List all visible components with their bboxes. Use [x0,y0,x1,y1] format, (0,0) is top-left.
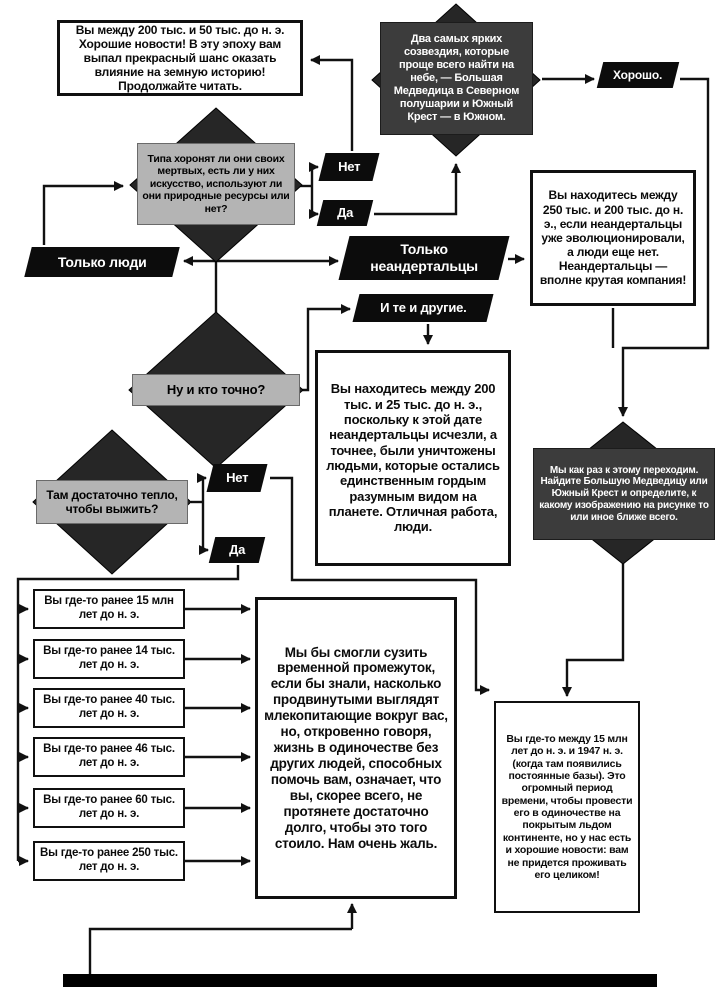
both-label: И те и другие. [353,294,494,322]
yes-label-1: Да [317,200,373,226]
era-option-box-46k: Вы где-то ранее 46 тыс. лет до н. э. [33,737,185,777]
warm-question-label: Там достаточно тепло, чтобы выжить? [36,480,188,524]
only-humans-label: Только люди [24,247,179,277]
ok-label: Хорошо. [597,62,679,88]
constellation-info-box: Два самых ярких созвездия, которые проще всего найти на небе, — Большая Медведица в Северном полушарии и Южный Крест — в Южном. [380,22,533,135]
era-250-200-box: Вы находитесь между 250 тыс. и 200 тыс. до н. э., если неандертальцы уже эволюционировали, а люди еще нет. Неандертальцы — вполне крутая компания! [530,170,696,306]
era-200-25-box: Вы находитесь между 200 тыс. и 25 тыс. до н. э., поскольку к этой дате неандертальцы исчезли, а точнее, были уничтожены людьми, которые остались единственным гордым разумным видом на планете. Отличная работа, люди. [315,350,511,566]
find-constellation-box: Мы как раз к этому переходим. Найдите Большую Медведицу или Южный Крест и определите, к какому изображению на рисунке то или иное ближе всего. [533,448,715,540]
era-option-box-250k: Вы где-то ранее 250 тыс. лет до н. э. [33,841,185,881]
who-exactly-label: Ну и кто точно? [132,374,300,406]
no-label-2: Нет [207,464,268,492]
burial-question-label: Типа хоронят ли они своих мертвых, есть ли у них искусство, используют ли они природные ресурсы или нет? [137,143,295,225]
era-200-50-box: Вы между 200 тыс. и 50 тыс. до н. э. Хорошие новости! В эту эпоху вам выпал прекрасный шанс оказать влияние на земную историю! Продолжайте читать. [57,20,303,96]
antarctica-box: Вы где-то между 15 млн лет до н. э. и 1947 н. э. (когда там появились постоянные базы). Это огромный период времени, чтобы провести его в одиночестве на покрытым льдом континенте, но у нас есть и хорошие новости: вам не придется проживать его целиком! [494,701,640,913]
narrow-window-box: Мы бы смогли сузить временной промежуток, если бы знали, насколько продвинутыми выглядят млекопитающие вокруг вас, но, откровенно говоря, жизнь в одиночестве без других людей, способных помочь вам, означает, что вы, скорее всего, не протянете достаточно долго, чтобы это того стоило. Нам очень жаль. [255,597,457,899]
era-option-box-60k: Вы где-то ранее 60 тыс. лет до н. э. [33,788,185,828]
only-neanderthals-label: Только неандертальцы [339,236,510,280]
era-option-box-40k: Вы где-то ранее 40 тыс. лет до н. э. [33,688,185,728]
no-label-1: Нет [319,153,380,181]
yes-label-2: Да [209,537,265,563]
era-option-box-15mln: Вы где-то ранее 15 млн лет до н. э. [33,589,185,629]
era-option-box-14k: Вы где-то ранее 14 тыс. лет до н. э. [33,639,185,679]
bottom-bar [63,974,657,987]
